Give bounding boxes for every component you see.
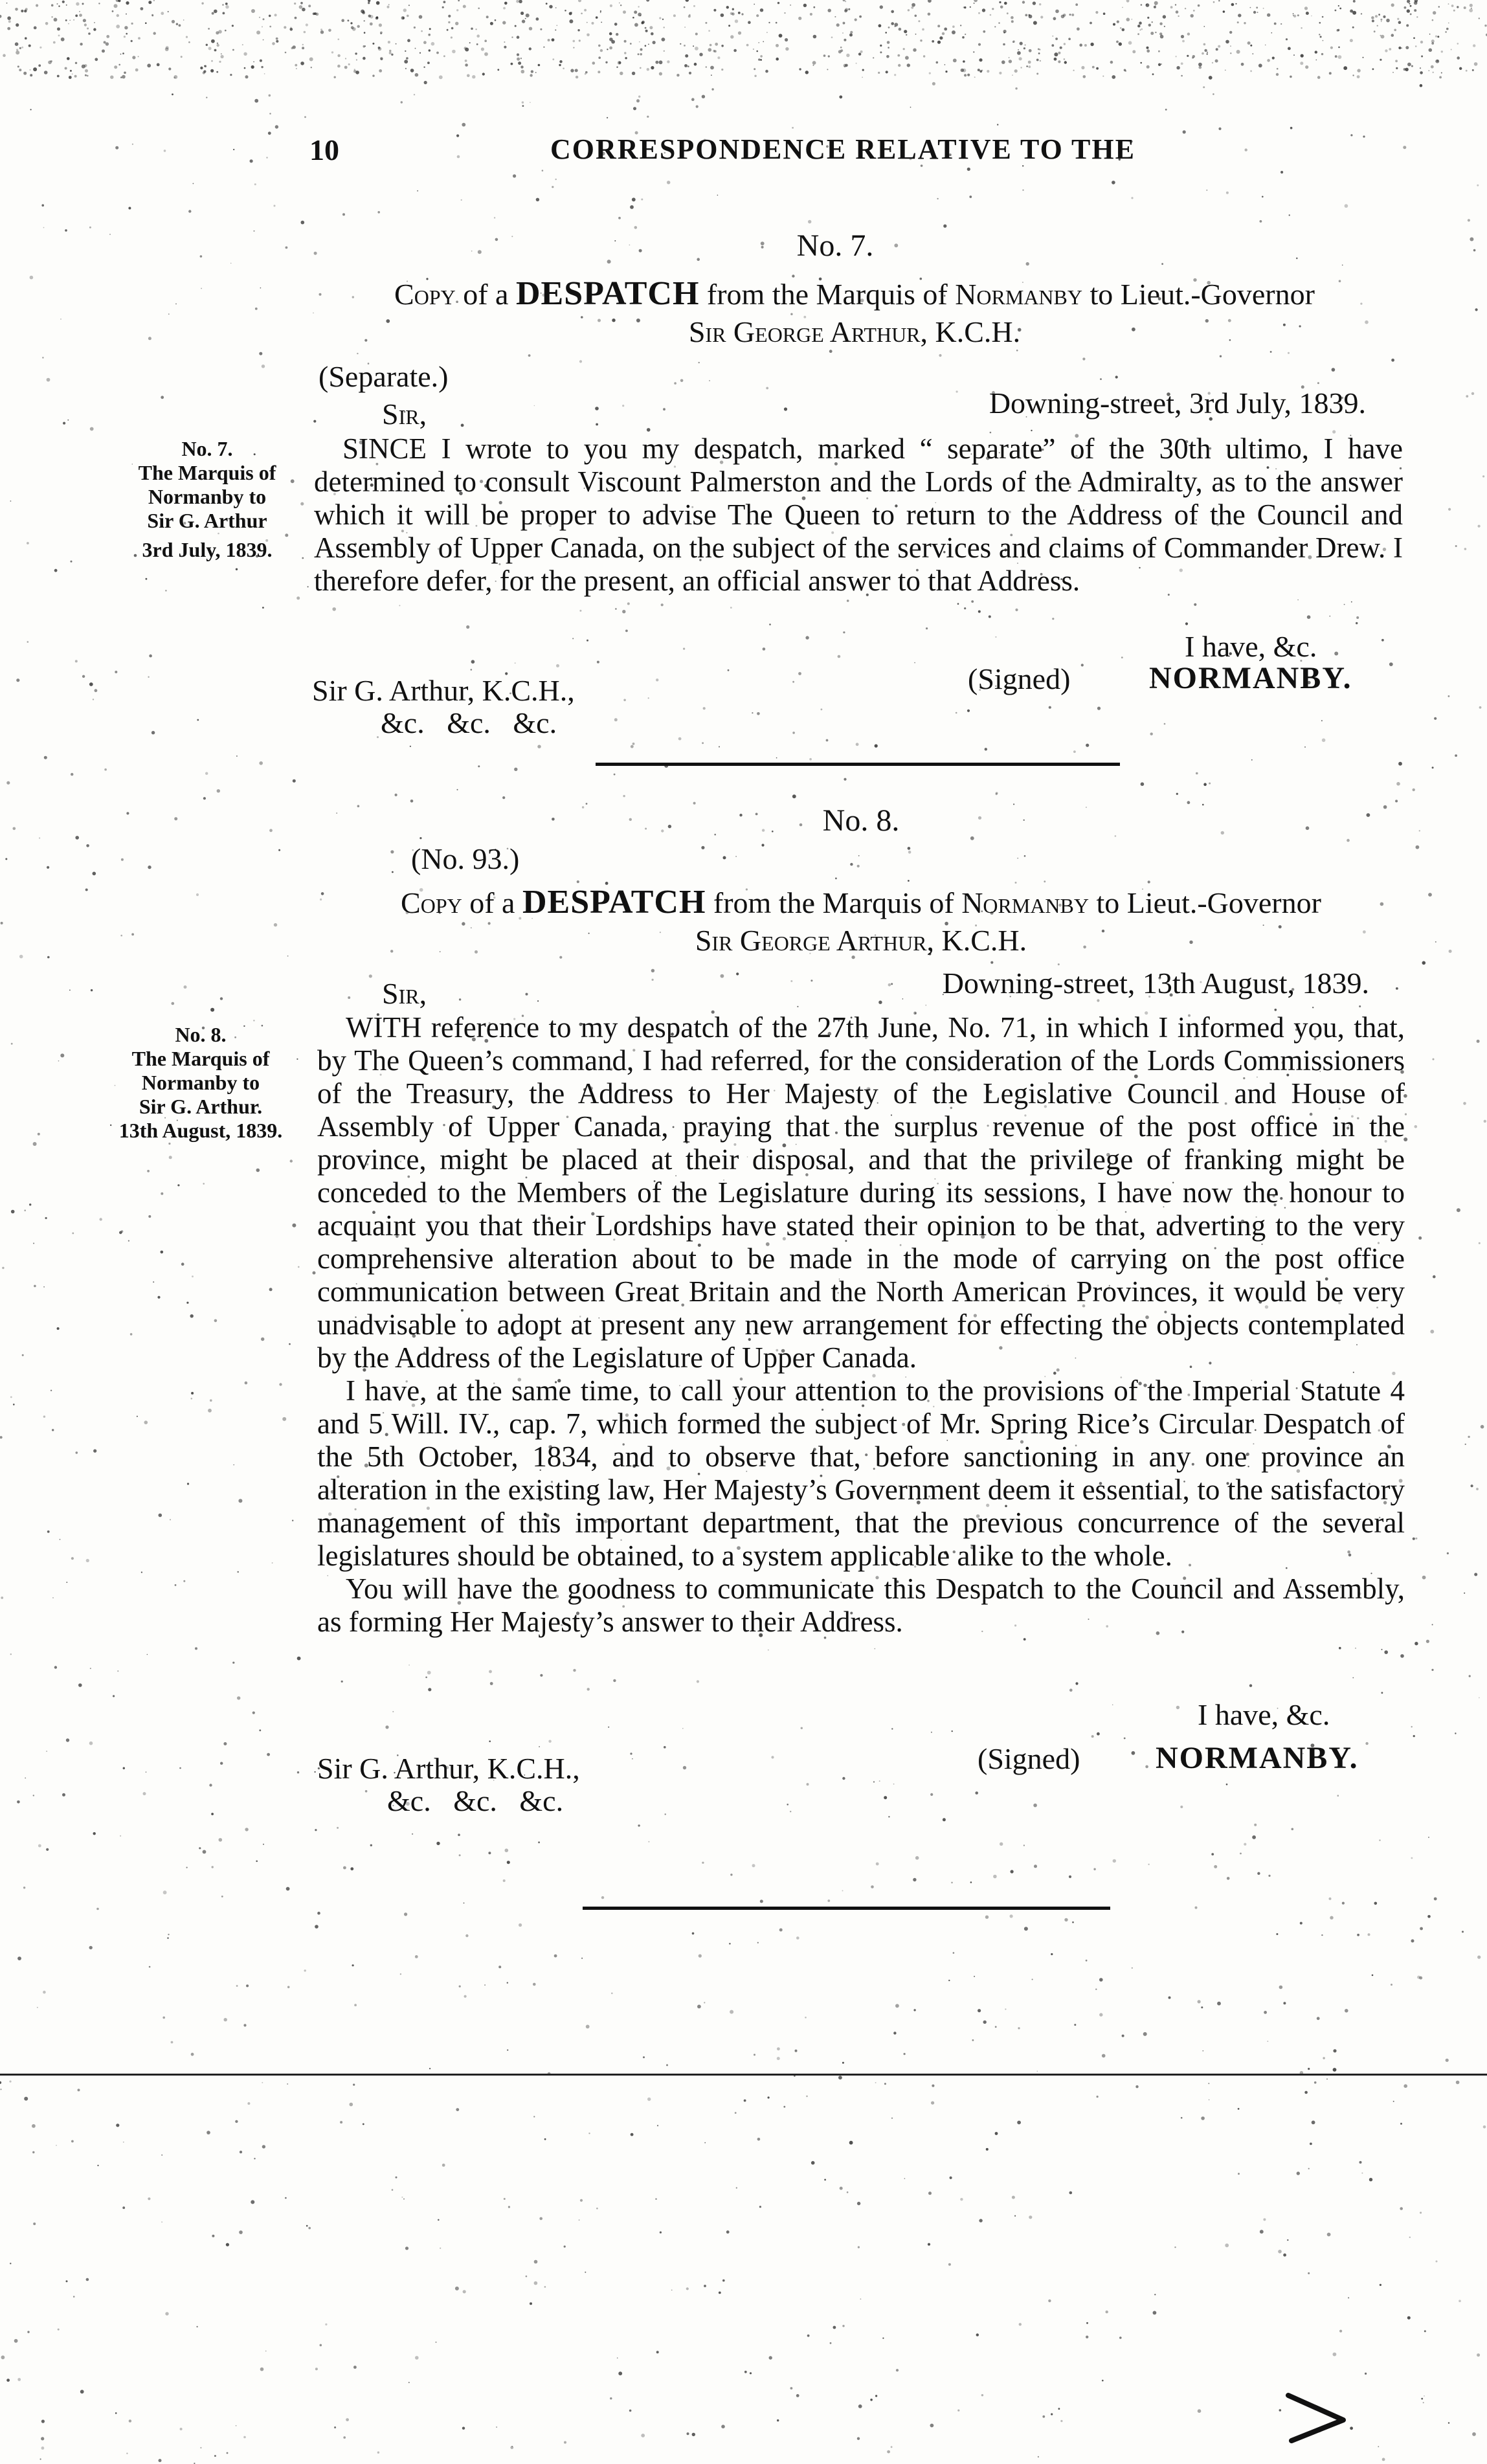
doc8-title-line1 bbox=[311, 884, 1411, 922]
margin-line: No. 7. bbox=[181, 437, 233, 460]
margin-line: Normanby to bbox=[141, 1071, 260, 1094]
doc7-title-from: from the Marquis of bbox=[706, 278, 948, 311]
margin-line: No. 8. bbox=[175, 1023, 227, 1046]
page-number: 10 bbox=[309, 133, 339, 166]
margin-line: 13th August, 1839. bbox=[118, 1119, 283, 1142]
section-divider bbox=[583, 1907, 1110, 1910]
margin-line: Sir G. Arthur bbox=[147, 509, 267, 532]
doc7-dateline: Downing-street, 3rd July, 1839. bbox=[989, 386, 1366, 420]
margin-line: Sir G. Arthur. bbox=[139, 1095, 263, 1118]
doc7-addressee-etc: &c. &c. &c. bbox=[381, 706, 557, 739]
margin-line: The Marquis of bbox=[131, 1047, 270, 1070]
doc7-title-line1 bbox=[304, 275, 1405, 313]
doc7-title-to: to Lieut.-Governor bbox=[1090, 278, 1315, 311]
doc7-title-copy: Copy bbox=[394, 278, 456, 311]
doc8-paragraph: I have, at the same time, to call your attention to the provisions of the Imperial Statute 4 and 5 Will. IV., cap. 7, which formed the subject of Mr. Spring Rice’s Circular Despatch of the 5th October, 1834, and to observe that, before sanctioning in any one province an alteration in the existing law, Her Majesty’s Government deem it essential, to the satisfactory management of this important department, that the previous concurrence of the several legislatures should be obtained, to a system applicable alike to the whole. bbox=[317, 1374, 1405, 1572]
margin-line: Normanby to bbox=[148, 485, 267, 508]
doc7-closing: I have, &c. bbox=[1185, 630, 1317, 663]
page-edge-line bbox=[0, 2074, 1487, 2076]
doc7-body bbox=[314, 432, 1403, 598]
doc8-dateline: Downing-street, 13th August, 1839. bbox=[942, 967, 1369, 1000]
doc8-title-line2: Sir George Arthur, K.C.H. bbox=[695, 924, 1027, 957]
doc8-label: (No. 93.) bbox=[411, 842, 520, 875]
margin-line: 3rd July, 1839. bbox=[142, 538, 273, 561]
doc7-margin-note bbox=[110, 437, 304, 562]
doc8-title bbox=[311, 884, 1411, 959]
doc7-paragraph: SINCE I wrote to you my despatch, marked “ separate” of the 30th ultimo, I have determined to consult Viscount Palmerston and the Lords of the Admiralty, as to the answer which it will be proper to advise The Queen to return to the Address of the Council and Assembly of Upper Canada, on the subject of the services and claims of Commander Drew. I therefore defer, for the present, an official answer to that Address. bbox=[314, 432, 1403, 597]
margin-line: The Marquis of bbox=[138, 461, 276, 484]
doc7-salutation: Sir, bbox=[382, 398, 427, 431]
doc7-label: (Separate.) bbox=[319, 360, 449, 393]
doc8-signature: NORMANBY. bbox=[1156, 1741, 1359, 1775]
doc7-addressee: Sir G. Arthur, K.C.H., bbox=[312, 674, 575, 707]
doc7-title-normanby: Normanby bbox=[955, 278, 1082, 311]
doc7-title-line2: Sir George Arthur, K.C.H. bbox=[688, 315, 1021, 348]
doc8-title-to: to Lieut.-Governor bbox=[1096, 886, 1321, 919]
section-divider bbox=[596, 763, 1120, 766]
doc7-title-despatch: DESPATCH bbox=[515, 275, 700, 312]
doc8-body bbox=[317, 1011, 1405, 1639]
doc8-title-copy: Copy bbox=[401, 886, 462, 919]
doc7-number: No. 7. bbox=[796, 229, 874, 263]
running-head: CORRESPONDENCE RELATIVE TO THE bbox=[550, 133, 1135, 165]
doc8-closing: I have, &c. bbox=[1198, 1698, 1330, 1731]
doc7-signature: NORMANBY. bbox=[1149, 661, 1352, 695]
doc8-margin-note bbox=[94, 1023, 307, 1143]
chevron-right-mark-icon bbox=[1282, 2389, 1359, 2447]
doc8-paragraph: You will have the goodness to communicate this Despatch to the Council and Assembly, as forming Her Majesty’s answer to their Address. bbox=[317, 1573, 1405, 1638]
doc8-title-ofa: of a bbox=[469, 886, 515, 919]
doc7-signed-label: (Signed) bbox=[968, 662, 1071, 695]
doc8-salutation: Sir, bbox=[382, 977, 427, 1010]
doc8-paragraph: WITH reference to my despatch of the 27th June, No. 71, in which I informed you, that, by The Queen’s command, I had referred, for the consideration of the Lords Commissioners of the Treasury, the Address to Her Majesty of the Legislative Council and House of Assembly of Upper Canada, praying that the surplus revenue of the post office in the province, might be placed at their disposal, and that the privilege of franking might be conceded to the Members of the Legislature during its sessions, I have now the honour to acquaint you that their Lordships have stated their opinion to be that, adverting to the very comprehensive alteration about to be made in the mode of carrying on the post office communication between Great Britain and the North American Provinces, it would be very unadvisable to adopt at present any new arrangement for effecting the objects contemplated by the Address of the Legislature of Upper Canada. bbox=[317, 1011, 1405, 1374]
doc7-title-ofa: of a bbox=[463, 278, 509, 311]
doc8-addressee-etc: &c. &c. &c. bbox=[387, 1784, 564, 1817]
doc8-number: No. 8. bbox=[822, 803, 900, 838]
doc8-addressee: Sir G. Arthur, K.C.H., bbox=[317, 1752, 580, 1785]
doc8-signed-label: (Signed) bbox=[978, 1742, 1080, 1775]
doc8-title-from: from the Marquis of bbox=[713, 886, 954, 919]
doc8-title-normanby: Normanby bbox=[961, 886, 1089, 919]
doc8-title-despatch: DESPATCH bbox=[522, 884, 706, 921]
doc7-title bbox=[304, 275, 1405, 351]
